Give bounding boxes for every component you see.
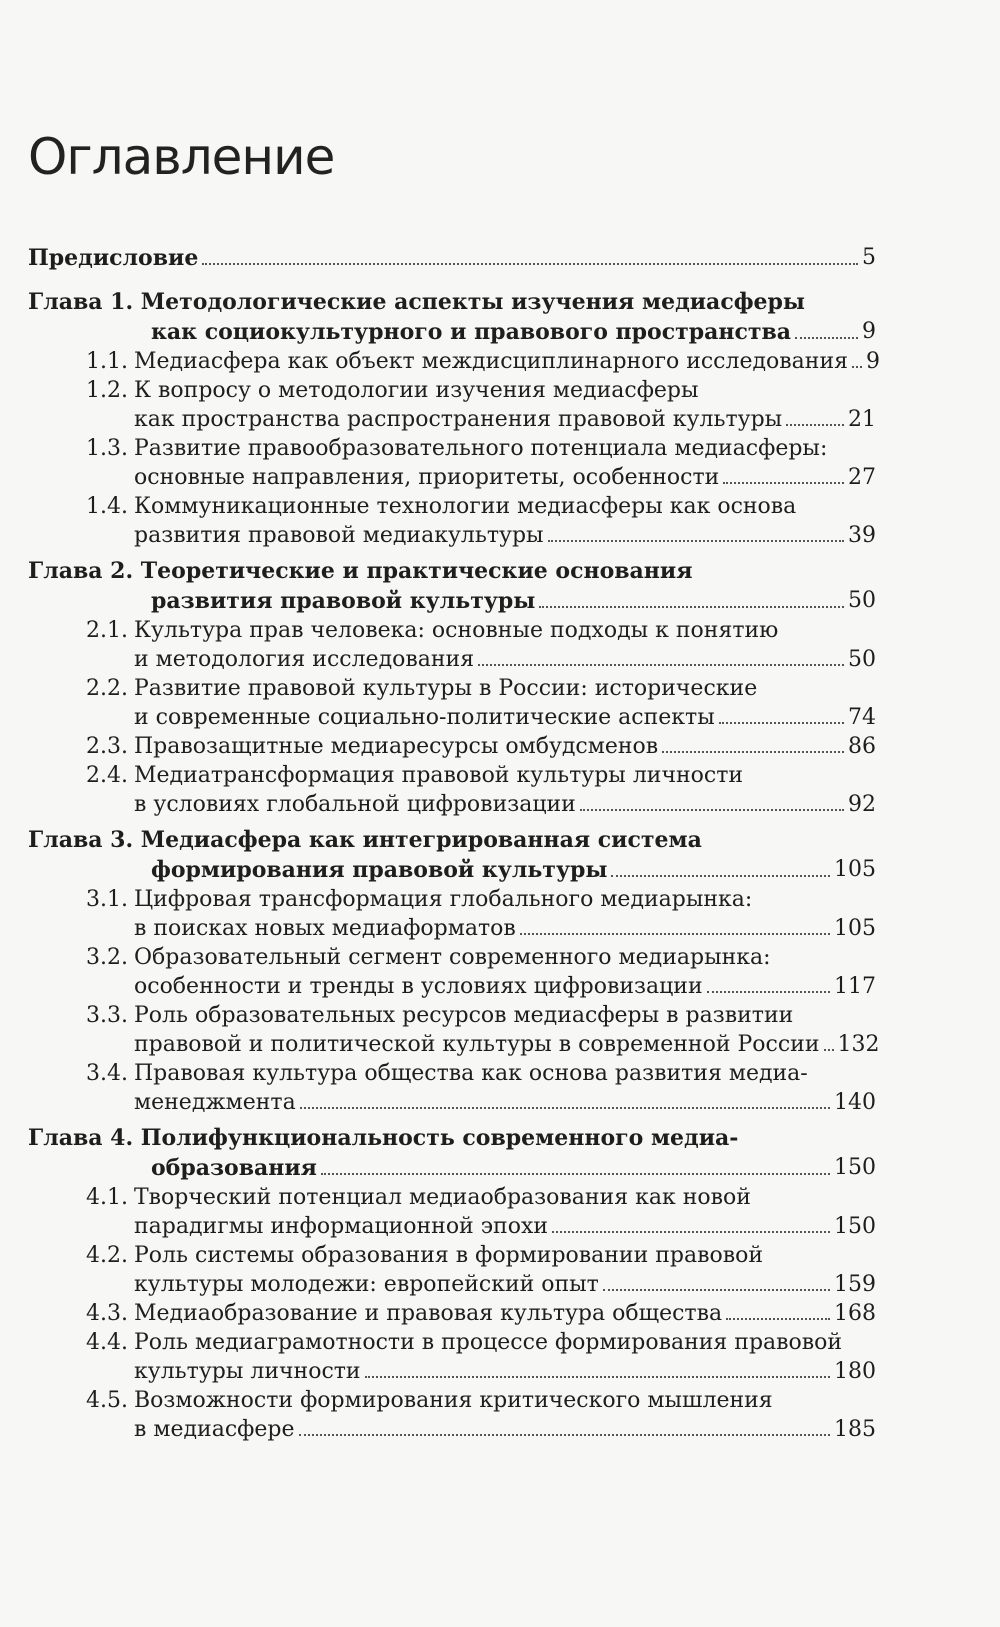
section-title-line: как пространства распространения правовой культуры bbox=[134, 407, 783, 432]
section-number: 4.3. bbox=[86, 1301, 128, 1326]
toc-page-number: 50 bbox=[848, 647, 876, 672]
chapter-sections bbox=[28, 347, 881, 550]
section-title-line: Развитие правовой культуры в России: исторические bbox=[134, 676, 758, 701]
section-title-line: Возможности формирования критического мышления bbox=[134, 1388, 773, 1413]
section-title-row bbox=[134, 732, 876, 761]
section-title-line: Правозащитные медиаресурсы омбудсменов bbox=[134, 734, 659, 759]
chapter-title-line: Глава 1. Методологические аспекты изучения медиасферы bbox=[28, 289, 805, 315]
section-title-line: развития правовой медиакультуры bbox=[134, 523, 544, 548]
dot-leader bbox=[580, 809, 844, 811]
section-number: 4.4. bbox=[86, 1330, 128, 1355]
section-title-line: культуры личности bbox=[134, 1359, 361, 1384]
section-title-line: Правовая культура общества как основа развития медиа- bbox=[134, 1061, 808, 1086]
section-title-line: К вопросу о методологии изучения медиасферы bbox=[134, 378, 699, 403]
section-number: 3.3. bbox=[86, 1003, 128, 1028]
toc-section-entry[interactable] bbox=[28, 674, 876, 732]
section-title-row bbox=[134, 1088, 876, 1117]
section-title-row bbox=[134, 1270, 876, 1299]
toc-page-number: 132 bbox=[837, 1032, 880, 1057]
dot-leader bbox=[603, 1289, 830, 1291]
dot-leader bbox=[299, 1434, 831, 1436]
toc-page-number: 105 bbox=[834, 857, 876, 882]
section-number: 3.2. bbox=[86, 945, 128, 970]
toc-page-number: 105 bbox=[834, 916, 876, 941]
toc-page-number: 5 bbox=[862, 245, 876, 270]
toc-page-number: 74 bbox=[848, 705, 876, 730]
toc-section-entry[interactable] bbox=[28, 1386, 876, 1444]
toc-section-entry[interactable] bbox=[28, 1241, 876, 1299]
section-title-line: в условиях глобальной цифровизации bbox=[134, 792, 576, 817]
dot-leader bbox=[824, 1049, 834, 1051]
section-title-line: правовой и политической культуры в современной России bbox=[134, 1032, 820, 1057]
dot-leader bbox=[795, 337, 858, 339]
section-title-row bbox=[134, 645, 876, 674]
toc-section-entry[interactable] bbox=[28, 616, 876, 674]
dot-leader bbox=[852, 366, 862, 368]
toc-entry-preface[interactable] bbox=[28, 243, 876, 273]
toc-section-entry[interactable] bbox=[28, 1001, 880, 1059]
toc-section-entry[interactable] bbox=[28, 1328, 876, 1386]
section-number: 2.2. bbox=[86, 676, 128, 701]
toc-section-entry[interactable] bbox=[28, 1059, 876, 1117]
section-number: 1.3. bbox=[86, 436, 128, 461]
toc-section-entry[interactable] bbox=[28, 761, 876, 819]
chapter-title-line: Глава 2. Теоретические и практические основания bbox=[28, 558, 693, 584]
chapter-title-line: Глава 3. Медиасфера как интегрированная система bbox=[28, 827, 702, 853]
section-number: 1.2. bbox=[86, 378, 128, 403]
toc-page-number: 9 bbox=[862, 319, 876, 344]
toc-section-entry[interactable] bbox=[28, 347, 881, 376]
section-title-line: в поисках новых медиаформатов bbox=[134, 916, 516, 941]
toc-page-number: 180 bbox=[834, 1359, 876, 1384]
section-title-row bbox=[134, 914, 876, 943]
dot-leader bbox=[321, 1173, 830, 1175]
dot-leader bbox=[723, 482, 844, 484]
chapter-title-line: как социокультурного и правового пространства bbox=[151, 319, 792, 345]
toc-page-number: 50 bbox=[848, 588, 876, 613]
section-title-line: менеджмента bbox=[134, 1090, 296, 1115]
dot-leader bbox=[726, 1318, 830, 1320]
section-title-line: парадигмы информационной эпохи bbox=[134, 1214, 549, 1239]
toc-chapter[interactable] bbox=[28, 825, 876, 885]
toc-page-number: 39 bbox=[848, 523, 876, 548]
dot-leader bbox=[707, 991, 830, 993]
chapter-title-line: Глава 4. Полифункциональность современного медиа- bbox=[28, 1125, 739, 1151]
toc-section-entry[interactable] bbox=[28, 376, 876, 434]
dot-leader bbox=[611, 875, 830, 877]
section-title-row bbox=[134, 521, 876, 550]
section-title-row bbox=[134, 1030, 880, 1059]
toc-section-entry[interactable] bbox=[28, 1299, 876, 1328]
section-title-line: Роль образовательных ресурсов медиасферы в развитии bbox=[134, 1003, 794, 1028]
section-title-line: Культура прав человека: основные подходы к понятию bbox=[134, 618, 779, 643]
chapter-title-row bbox=[28, 1153, 876, 1183]
section-title-line: особенности и тренды в условиях цифровизации bbox=[134, 974, 703, 999]
toc-page-number: 9 bbox=[866, 349, 881, 374]
section-number: 4.1. bbox=[86, 1185, 128, 1210]
section-title-line: и современные социально-политические аспекты bbox=[134, 705, 715, 730]
section-title-row bbox=[134, 347, 880, 376]
section-title-line: Медиатрансформация правовой культуры личности bbox=[134, 763, 744, 788]
dot-leader bbox=[662, 751, 844, 753]
dot-leader bbox=[548, 540, 844, 542]
toc-chapter[interactable] bbox=[28, 1123, 876, 1183]
chapter-title-line: образования bbox=[151, 1155, 317, 1181]
toc-section-entry[interactable] bbox=[28, 885, 876, 943]
chapter-title-line: развития правовой культуры bbox=[151, 588, 536, 614]
section-title-line: Роль медиаграмотности в процессе формирования правовой bbox=[134, 1330, 843, 1355]
section-title-row bbox=[134, 463, 876, 492]
chapter-title-row bbox=[28, 855, 876, 885]
chapter-title-line: формирования правовой культуры bbox=[151, 857, 608, 883]
dot-leader bbox=[300, 1107, 830, 1109]
toc-page-number: 92 bbox=[848, 792, 876, 817]
dot-leader bbox=[719, 722, 844, 724]
section-title-line: Медиаобразование и правовая культура общества bbox=[134, 1301, 723, 1326]
dot-leader bbox=[520, 933, 830, 935]
toc-page-number: 168 bbox=[834, 1301, 876, 1326]
dot-leader bbox=[539, 606, 844, 608]
toc-section-entry[interactable] bbox=[28, 492, 876, 550]
section-number: 1.4. bbox=[86, 494, 128, 519]
section-number: 2.3. bbox=[86, 734, 128, 759]
toc-page-number: 86 bbox=[848, 734, 876, 759]
section-number: 2.4. bbox=[86, 763, 128, 788]
section-title-row bbox=[134, 790, 876, 819]
section-title-line: Медиасфера как объект междисциплинарного исследования bbox=[134, 349, 849, 374]
toc-chapter[interactable] bbox=[28, 556, 876, 616]
section-title-line: Роль системы образования в формировании правовой bbox=[134, 1243, 764, 1268]
section-title-line: Цифровая трансформация глобального медиарынка: bbox=[134, 887, 753, 912]
section-title-row bbox=[134, 1212, 876, 1241]
toc-page-number: 150 bbox=[834, 1214, 876, 1239]
section-number: 4.5. bbox=[86, 1388, 128, 1413]
chapter-sections bbox=[28, 1183, 876, 1444]
toc-page-number: 159 bbox=[834, 1272, 876, 1297]
section-title-line: и методология исследования bbox=[134, 647, 475, 672]
section-number: 3.4. bbox=[86, 1061, 128, 1086]
dot-leader bbox=[552, 1231, 830, 1233]
section-title-line: культуры молодежи: европейский опыт bbox=[134, 1272, 599, 1297]
dot-leader bbox=[478, 664, 844, 666]
chapter-title-row bbox=[28, 317, 876, 347]
section-number: 2.1. bbox=[86, 618, 128, 643]
toc-entry-label: Предисловие bbox=[28, 245, 199, 271]
section-title-row bbox=[134, 1299, 876, 1328]
dot-leader bbox=[202, 263, 858, 265]
toc-section-entry[interactable] bbox=[28, 732, 876, 761]
toc-page-number: 150 bbox=[834, 1155, 876, 1180]
toc-page-number: 117 bbox=[834, 974, 876, 999]
toc-page-number: 27 bbox=[848, 465, 876, 490]
section-title-line: в медиасфере bbox=[134, 1417, 295, 1442]
toc-chapter[interactable] bbox=[28, 287, 876, 347]
section-title-line: Развитие правообразовательного потенциала медиасферы: bbox=[134, 436, 828, 461]
section-title-line: основные направления, приоритеты, особенности bbox=[134, 465, 720, 490]
toc-section-entry[interactable] bbox=[28, 943, 876, 1001]
chapter-title-row bbox=[28, 586, 876, 616]
section-title-line: Коммуникационные технологии медиасферы как основа bbox=[134, 494, 797, 519]
section-number: 1.1. bbox=[86, 349, 128, 374]
page-title: Оглавление bbox=[28, 128, 335, 186]
section-title-row bbox=[134, 703, 876, 732]
toc-page-number: 185 bbox=[834, 1417, 876, 1442]
toc-section-entry[interactable] bbox=[28, 1183, 876, 1241]
dot-leader bbox=[365, 1376, 830, 1378]
dot-leader bbox=[786, 424, 844, 426]
section-number: 3.1. bbox=[86, 887, 128, 912]
toc-section-entry[interactable] bbox=[28, 434, 876, 492]
section-title-line: Творческий потенциал медиаобразования как новой bbox=[134, 1185, 751, 1210]
toc-page-number: 140 bbox=[834, 1090, 876, 1115]
chapter-sections bbox=[28, 885, 880, 1117]
toc-page-number: 21 bbox=[848, 407, 876, 432]
section-title-row bbox=[134, 1357, 876, 1386]
chapter-sections bbox=[28, 616, 876, 819]
table-of-contents bbox=[28, 243, 881, 1450]
section-title-line: Образовательный сегмент современного медиарынка: bbox=[134, 945, 771, 970]
section-title-row bbox=[134, 405, 876, 434]
section-title-row bbox=[134, 972, 876, 1001]
section-title-row bbox=[134, 1415, 876, 1444]
section-number: 4.2. bbox=[86, 1243, 128, 1268]
